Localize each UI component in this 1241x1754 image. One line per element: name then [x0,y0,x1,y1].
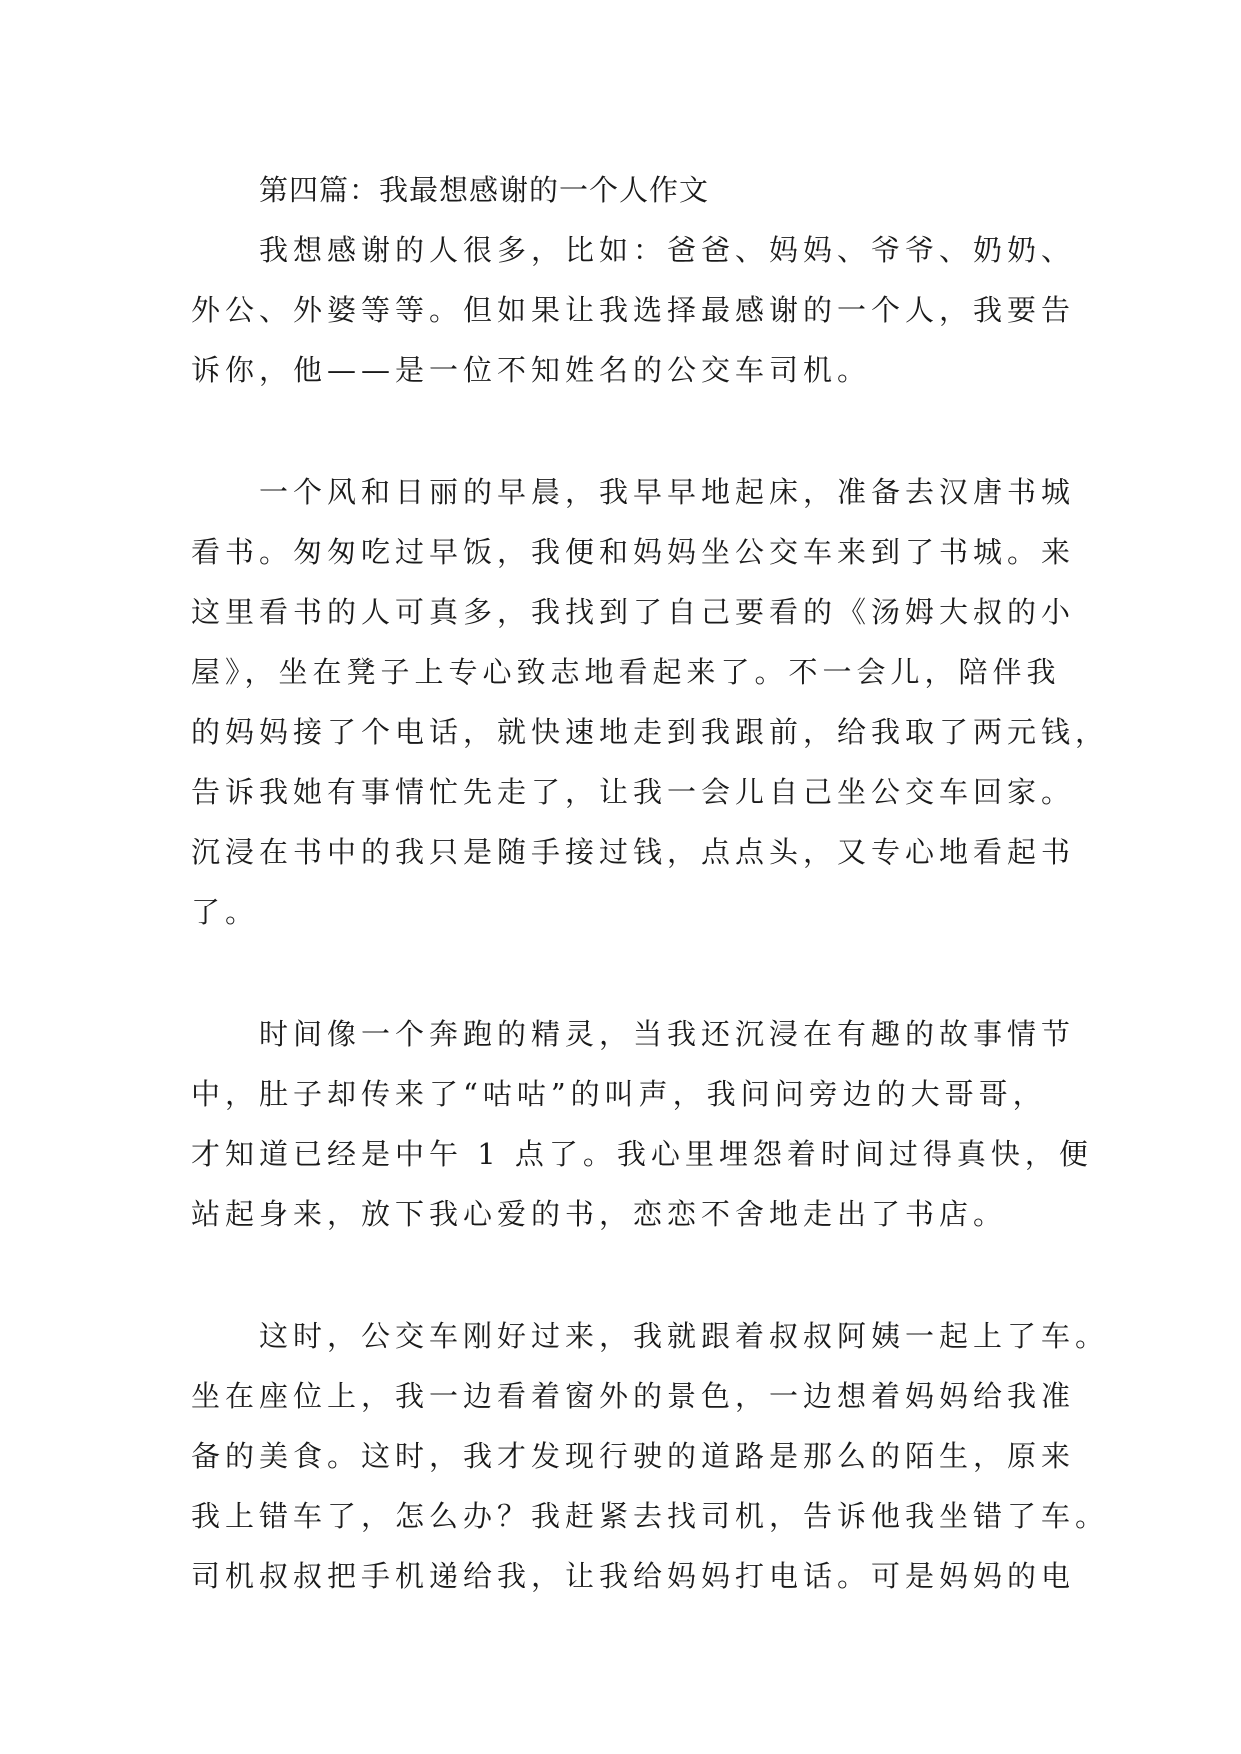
text-line: 这里看书的人可真多，我找到了自己要看的《汤姆大叔的小 [191,595,1076,629]
document-title: 第四篇：我最想感谢的一个人作文 [259,173,710,207]
paragraph-4 [191,1306,1110,1606]
paragraph-spacer [191,942,1051,1004]
text-line: 司机叔叔把手机递给我，让我给妈妈打电话。可是妈妈的电 [191,1559,1076,1593]
text-line: 沉浸在书中的我只是随手接过钱，点点头，又专心地看起书 [191,835,1076,869]
text-line: 时间像一个奔跑的精灵，当我还沉浸在有趣的故事情节 [259,1017,1076,1051]
text-line: 告诉我她有事情忙先走了，让我一会儿自己坐公交车回家。 [191,775,1076,809]
text-line: 了。 [191,895,260,929]
paragraph-spacer [191,400,1051,462]
text-line: 这时，公交车刚好过来，我就跟着叔叔阿姨一起上了车。 [259,1319,1110,1353]
text-line: 坐在座位上，我一边看着窗外的景色，一边想着妈妈给我准 [191,1379,1076,1413]
text-line: 一个风和日丽的早晨，我早早地起床，准备去汉唐书城 [259,475,1076,509]
text-line: 外公、外婆等等。但如果让我选择最感谢的一个人，我要告 [191,293,1076,327]
paragraph-1 [191,220,1076,400]
text-line: 屋》，坐在凳子上专心致志地看起来了。不一会儿，陪伴我 [191,655,1061,689]
text-line: 我想感谢的人很多，比如：爸爸、妈妈、爷爷、奶奶、 [259,233,1076,267]
paragraph-spacer [191,1244,1051,1306]
text-line: 看书。匆匆吃过早饭，我便和妈妈坐公交车来到了书城。来 [191,535,1076,569]
text-line: 诉你，他——是一位不知姓名的公交车司机。 [191,353,872,387]
document-body [191,160,1110,1606]
paragraph-2 [191,462,1110,942]
text-line: 中，肚子却传来了“咕咕”的叫声，我问问旁边的大哥哥， [191,1077,1047,1111]
text-line: 我上错车了，怎么办？我赶紧去找司机，告诉他我坐错了车。 [191,1499,1110,1533]
paragraph-3 [191,1004,1093,1244]
text-line: 才知道已经是中午 1 点了。我心里埋怨着时间过得真快，便 [191,1137,1093,1171]
text-line: 站起身来，放下我心爱的书，恋恋不舍地走出了书店。 [191,1197,1008,1231]
text-line: 备的美食。这时，我才发现行驶的道路是那么的陌生，原来 [191,1439,1076,1473]
text-line: 的妈妈接了个电话，就快速地走到我跟前，给我取了两元钱， [191,715,1110,749]
